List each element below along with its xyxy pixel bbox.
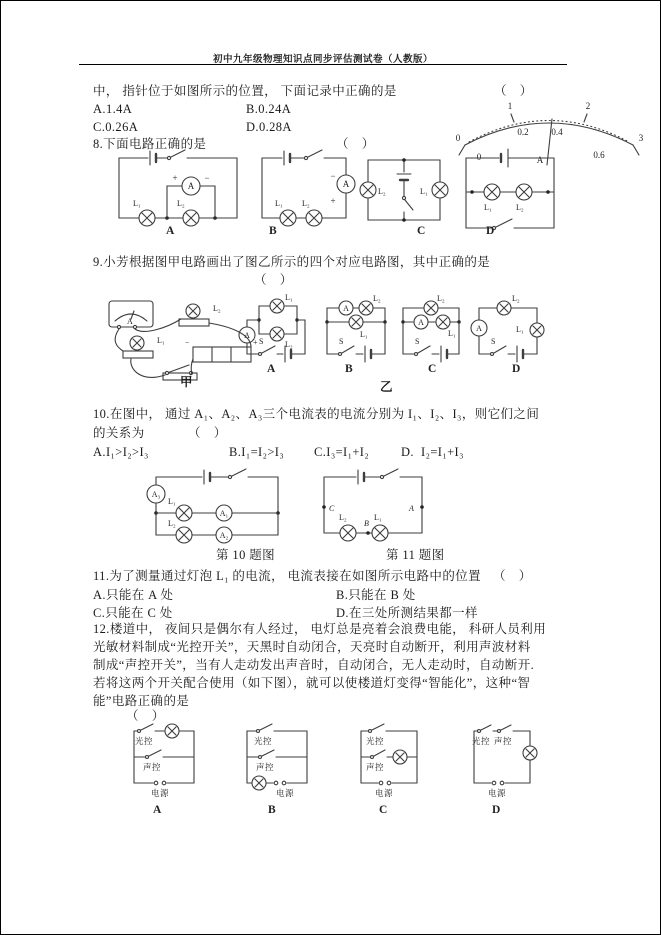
q7-option-d: D.0.28A: [246, 120, 292, 134]
lamp-l2-label: L₂: [437, 294, 445, 303]
light-switch-label: 光控: [366, 736, 385, 746]
sound-switch-label: 声控: [366, 762, 385, 772]
q9-choice-b: B: [345, 363, 353, 375]
lamp-l2-label: L₂: [302, 199, 310, 208]
fig-jia-label: 甲: [180, 375, 193, 389]
lamp-l1-label: L₁: [516, 325, 524, 334]
lamp-l1-label: L₁: [157, 336, 165, 345]
q12-choice-c: C: [379, 804, 388, 816]
switch-label: S: [259, 337, 264, 346]
dial-inner-06: 0.6: [593, 150, 605, 160]
q12-line4: 若将这两个开关配合使用（如下图），就可以使楼道灯变得“智能化”，这种“智: [93, 676, 531, 690]
q9-answer-bracket: （ ）: [254, 273, 293, 287]
q12-choice-d: D: [492, 804, 501, 816]
q11-option-a: A.只能在 A 处: [93, 588, 174, 602]
sound-switch-label: 声控: [494, 736, 513, 746]
lamp-l1-label: L₁: [374, 513, 382, 522]
q9-choice-d: D: [512, 363, 521, 375]
q11-answer-bracket: （ ）: [493, 569, 532, 583]
lamp-l1-label: L₁: [448, 329, 456, 338]
lamp-l1-device: [123, 336, 153, 358]
dial-inner-02: 0.2: [517, 127, 529, 137]
lamp-l1-label: L₁: [420, 187, 428, 196]
ammeter-label: A: [187, 181, 195, 191]
wires: [134, 724, 194, 785]
q11-figure-caption: 第 11 题图: [386, 548, 445, 562]
minus-label: −: [204, 173, 210, 183]
q10-figure: [144, 467, 290, 549]
battery-plus: +: [253, 338, 258, 347]
wires: [466, 149, 554, 230]
q8-choice-a: A: [166, 225, 175, 237]
switch-label: S: [415, 337, 420, 346]
lamp-l2-label: L₂: [339, 513, 347, 522]
dial-unit: A: [536, 155, 544, 165]
q12-circuit-b: [239, 723, 315, 801]
wires: [361, 724, 417, 785]
lamp-l1-label: L₁: [168, 497, 176, 506]
wires: [360, 158, 448, 222]
switch-label: S: [339, 337, 344, 346]
q8-circuit-d: [454, 146, 566, 234]
dial-outer-0: 0: [455, 133, 461, 143]
ammeter-label: A: [127, 317, 133, 326]
lamp-l2-label: L₂: [285, 340, 293, 349]
light-switch-label: 光控: [135, 736, 154, 746]
sound-switch-label: 声控: [256, 762, 275, 772]
q11-option-d: D.在三处所测结果都一样: [336, 606, 478, 620]
q8-circuit-c: [358, 148, 450, 232]
q12-choice-a: A: [153, 804, 162, 816]
q10-option-a: A.I₁>I₂>I₃: [93, 445, 149, 459]
q7-option-a: A.1.4A: [93, 102, 133, 116]
lamp-l2-label: L₂: [168, 519, 176, 528]
ammeter-label: A: [244, 331, 250, 340]
q12-circuit-a: [126, 723, 202, 801]
header-rule: [79, 64, 567, 65]
lamp-l2-label: L₂: [512, 294, 520, 303]
lamp-l2-label: L₂: [373, 294, 381, 303]
q12-line2: 光敏材料制成“光控开关”，天黑时自动闭合，天亮时自动断开，利用声波材料: [93, 640, 531, 654]
q8-choice-b: B: [269, 225, 277, 237]
dial-outer-3: 3: [638, 133, 644, 143]
ammeter-a1-label: A₁: [219, 509, 229, 518]
power-label: 电源: [151, 788, 170, 798]
lamp-l2-device: [179, 304, 209, 326]
q9-choice-a: A: [267, 363, 276, 375]
battery-minus: −: [185, 338, 190, 347]
q7-answer-bracket: （ ）: [494, 84, 533, 98]
q12-line1: 12.楼道中， 夜间只是偶尔有人经过， 电灯总是亮着会浪费电能， 科研人员利用: [93, 622, 547, 636]
fig-yi-label: 乙: [380, 380, 393, 394]
q9-schematic-a: [237, 292, 315, 368]
q8-answer-bracket: （ ）: [336, 137, 375, 151]
q10-option-b: B.I₁=I₂>I₃: [229, 445, 285, 459]
plus-label: +: [330, 196, 336, 206]
q8-circuit-a: [109, 148, 247, 232]
q12-answer-bracket: （ ）: [126, 709, 165, 723]
q12-circuit-d: [466, 723, 538, 801]
power-label: 电源: [276, 788, 295, 798]
dial-inner-0: 0: [476, 152, 482, 162]
q9-schematic-c: [395, 292, 467, 368]
wires: [474, 725, 537, 785]
lamp-l2-label: L₂: [177, 199, 185, 208]
q12-circuit-c: [353, 723, 423, 801]
lamp-l1-label: L₁: [360, 330, 368, 339]
q12-choice-b: B: [268, 804, 276, 816]
q11-option-b: B.只能在 B 处: [336, 588, 416, 602]
ammeter-a2-label: A₂: [219, 531, 229, 540]
q8-circuit-b: [252, 148, 356, 232]
wires: [262, 150, 355, 226]
light-switch-label: 光控: [472, 736, 491, 746]
q11-figure: [312, 467, 432, 549]
q9-stem: 9.小芳根据图甲电路画出了图乙所示的四个对应电路图，其中正确的是: [93, 255, 491, 269]
q10-answer-bracket: （ ）: [188, 426, 227, 440]
paper-title: 初中九年级物理知识点同步评估测试卷（人教版）: [212, 55, 433, 65]
wires: [147, 469, 280, 543]
power-label: 电源: [488, 788, 507, 798]
q12-line3: 制成“声控开关”，当有人走动发出声音时，自动闭合，无人走动时，自动断开.: [93, 658, 535, 672]
dial-outer-1: 1: [507, 101, 513, 111]
ammeter-label: A: [343, 304, 349, 313]
ammeter-a3-label: A₃: [151, 490, 161, 499]
q8-stem: 8.下面电路正确的是: [93, 137, 207, 151]
q11-option-c: C.只能在 C 处: [93, 606, 173, 620]
wires: [325, 301, 386, 362]
plus-label: +: [172, 173, 178, 183]
ammeter-label: A: [418, 318, 424, 327]
point-a-label: A: [409, 504, 414, 513]
q12-line5: 能”电路正确的是: [93, 694, 190, 708]
q10-stem-line1: 10.在图中， 通过 A₁、A₂、A₃三个电流表的电流分别为 I₁、I₂、I₃，则它们之间: [93, 407, 540, 421]
lamp-l1-label: L₁: [484, 203, 492, 212]
switch-label: S: [491, 337, 496, 346]
q10-option-d: D. I₂=I₁+I₃: [401, 445, 464, 459]
wires: [247, 724, 307, 790]
q7-stem: 中， 指针位于如图所示的位置， 下面记录中正确的是: [93, 84, 397, 98]
lamp-l1-label: L₁: [133, 199, 141, 208]
light-switch-label: 光控: [254, 736, 273, 746]
lamp-l2-label: L₂: [516, 203, 524, 212]
power-label: 电源: [375, 788, 394, 798]
minus-label: −: [330, 171, 336, 181]
q10-figure-caption: 第 10 题图: [216, 548, 276, 562]
lamp-l2-label: L₂: [378, 187, 386, 196]
lamp-l2-label: L₂: [213, 304, 221, 313]
dial-inner-04: 0.4: [551, 127, 563, 137]
lamp-l1-label: L₁: [275, 199, 283, 208]
wires: [471, 301, 544, 362]
lamp-l1-label: L₁: [285, 293, 293, 302]
sound-switch-label: 声控: [143, 762, 162, 772]
q11-stem: 11.为了测量通过灯泡 L₁ 的电流， 电流表接在如图所示电路中的位置: [93, 569, 482, 583]
q10-stem-line2: 的关系为: [93, 426, 145, 440]
q10-option-c: C.I₃=I₁+I₂: [314, 445, 370, 459]
point-c-label: C: [329, 504, 335, 513]
ammeter-label: A: [476, 324, 482, 333]
q9-choice-c: C: [428, 363, 437, 375]
q8-choice-c: C: [417, 225, 426, 237]
q9-schematic-d: [467, 292, 549, 368]
ammeter-label: A: [342, 179, 350, 189]
dial-outer-2: 2: [585, 101, 591, 111]
q7-option-c: C.0.26A: [93, 120, 139, 134]
q9-schematic-b: [319, 292, 393, 368]
q7-option-b: B.0.24A: [246, 102, 292, 116]
wires: [119, 150, 237, 226]
point-b-label: B: [364, 519, 369, 528]
q8-choice-d: D: [486, 225, 495, 237]
